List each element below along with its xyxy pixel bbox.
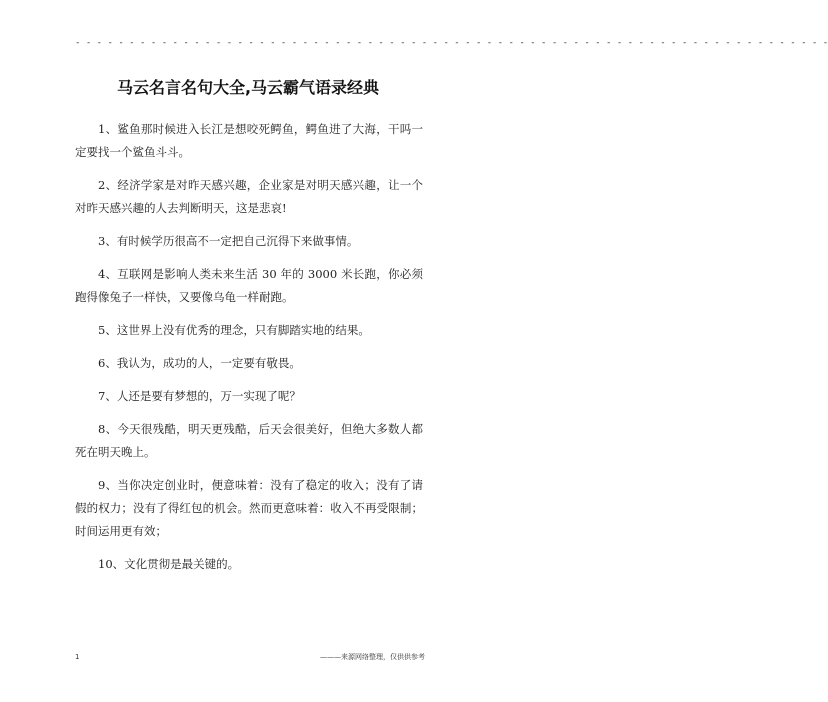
quote-paragraph-10: 10、文化贯彻是最关键的。 [98,557,240,571]
document-body [75,118,423,586]
quote-paragraph-1: 1、鲨鱼那时候进入长江是想咬死鳄鱼，鳄鱼进了大海，干吗一定要找一个鲨鱼斗斗。 [75,122,423,159]
document-title: 马云名言名句大全,马云霸气语录经典 [116,78,380,97]
header-dashed-rule: - - - - - - - - - - - - - - - - - - - - - - - - - - - - - - - - - - - - - - - - - - - - - - - - - - - - - - - - - - - - - - - - - - - - - - [75,38,828,48]
page-number: 1 [75,653,80,661]
quote-paragraph-7: 7、人还是要有梦想的，万一实现了呢？ [98,389,301,403]
page-footer [75,650,425,664]
quote-paragraph-8: 8、今天很残酷，明天更残酷，后天会很美好，但绝大多数人都死在明天晚上。 [75,422,423,459]
quote-paragraph-6: 6、我认为，成功的人，一定要有敬畏。 [98,356,301,370]
quote-paragraph-2: 2、经济学家是对昨天感兴趣，企业家是对明天感兴趣，让一个对昨天感兴趣的人去判断明天，这是悲哀! [75,178,423,215]
quote-paragraph-9: 9、当你决定创业时，便意味着：没有了稳定的收入；没有了请假的权力；没有了得红包的机会。然而更意味着：收入不再受限制；时间运用更有效； [75,478,423,538]
quote-paragraph-4: 4、互联网是影响人类未来生活 30 年的 3000 米长跑，你必须跑得像兔子一样快，又要像乌龟一样耐跑。 [75,267,423,304]
quote-paragraph-5: 5、这世界上没有优秀的理念，只有脚踏实地的结果。 [98,323,370,337]
footer-source-note: ———来源网络整理，仅供供参考 [320,653,425,661]
quote-paragraph-3: 3、有时候学历很高不一定把自己沉得下来做事情。 [98,234,359,248]
